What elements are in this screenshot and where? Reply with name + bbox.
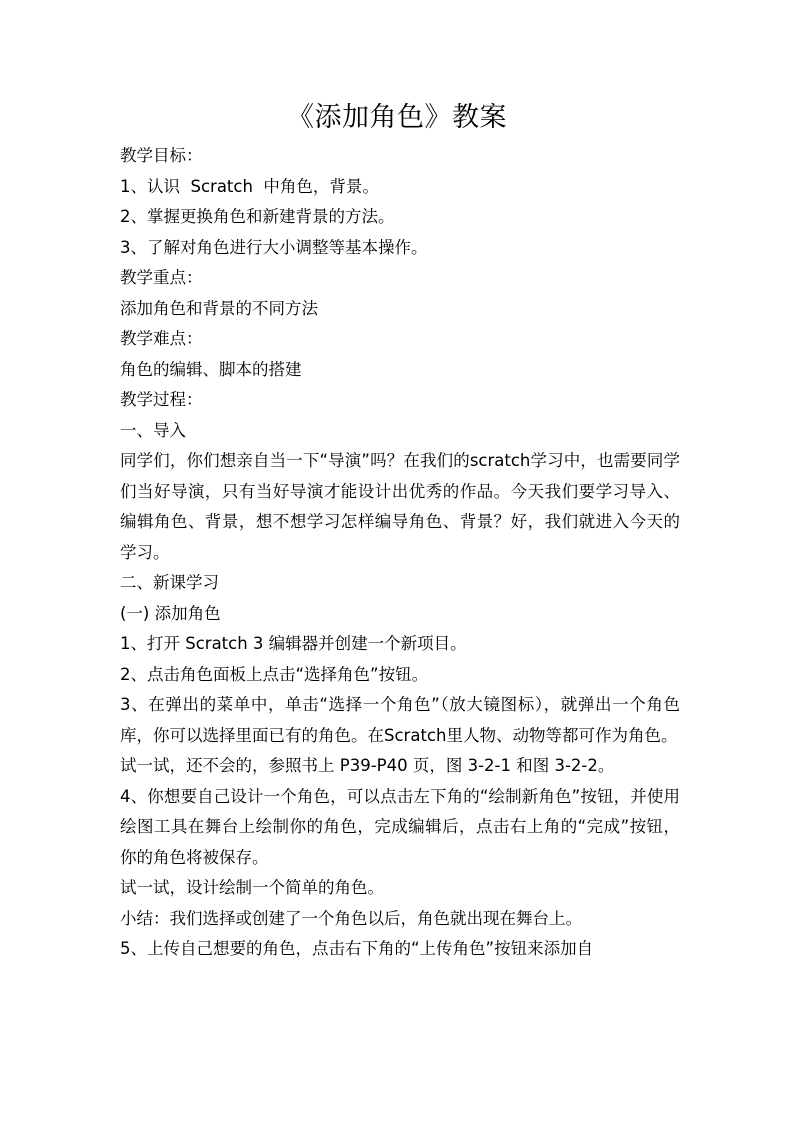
difficult-heading: 教学难点：	[120, 329, 203, 348]
step-1: 1、打开 Scratch 3 编辑器并创建一个新项目。	[120, 634, 467, 653]
goal-item-1: 1、认识 Scratch 中角色，背景。	[120, 176, 379, 196]
step-4: 4、你想要自己设计一个角色，可以点击左下角的“绘制新角色”按钮，并使用绘图工具在舞台上绘制你的角色，完成编辑后，点击右上角的“完成”按钮，你的角色将被保存。	[120, 786, 680, 867]
document-body	[120, 141, 680, 965]
page-title: 《添加角色》教案	[287, 102, 507, 133]
key-point: 添加角色和背景的不同方法	[120, 298, 318, 318]
step-3: 3、在弹出的菜单中，单击“选择一个角色”（放大镜图标），就弹出一个角色库，你可以选择里面已有的角色。在Scratch里人物、动物等都可作为角色。	[120, 695, 680, 745]
intro-paragraph: 同学们，你们想亲自当一下“导演”吗？在我们的scratch学习中，也需要同学们当好导演，只有当好导演才能设计出优秀的作品。今天我们要学习导入、编辑角色、背景，想不想学习怎样编导角色、背景？好，我们就进入今天的学习。	[120, 451, 680, 562]
process-heading: 教学过程：	[120, 390, 203, 409]
step-5: 5、上传自己想要的角色，点击右下角的“上传角色”按钮来添加自	[120, 939, 594, 958]
goals-heading: 教学目标：	[120, 146, 203, 165]
key-heading: 教学重点：	[120, 268, 203, 287]
try-it-1: 试一试，还不会的，参照书上 P39-P40 页，图 3-2-1 和图 3-2-2。	[120, 756, 615, 775]
difficult-point: 角色的编辑、脚本的搭建	[120, 359, 302, 379]
section-new-lesson-heading: 二、新课学习	[120, 573, 219, 592]
try-it-2: 试一试，设计绘制一个简单的角色。	[120, 878, 384, 897]
step-2: 2、点击角色面板上点击“选择角色”按钮。	[120, 664, 429, 684]
subsection-add-sprite: (一) 添加角色	[120, 603, 221, 623]
summary: 小结：我们选择或创建了一个角色以后，角色就出现在舞台上。	[120, 908, 582, 928]
section-intro-heading: 一、导入	[120, 420, 186, 440]
goal-item-3: 3、了解对角色进行大小调整等基本操作。	[120, 237, 428, 257]
goal-item-2: 2、掌握更换角色和新建背景的方法。	[120, 207, 395, 226]
